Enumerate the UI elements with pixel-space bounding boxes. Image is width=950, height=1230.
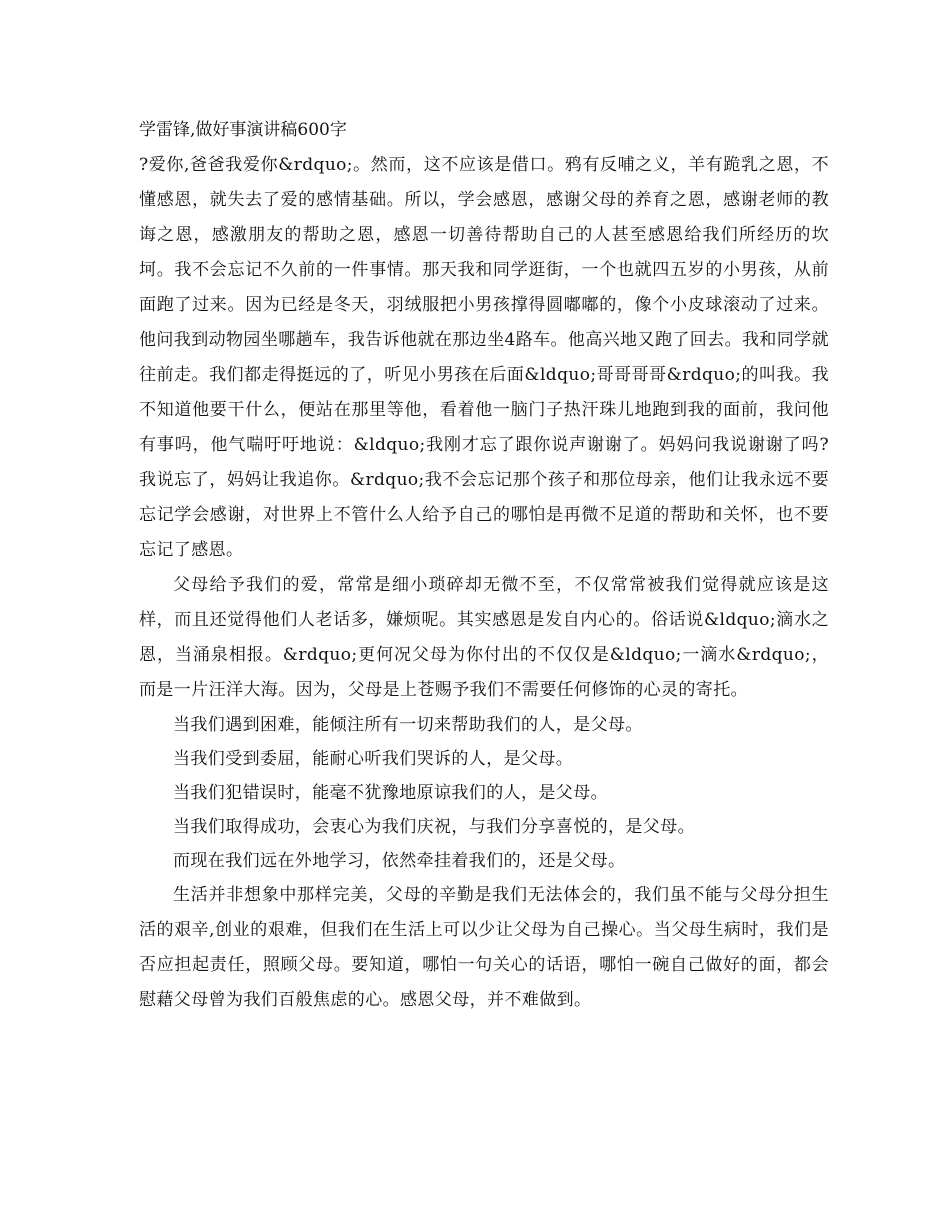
paragraph-2: 父母给予我们的爱，常常是细小琐碎却无微不至，不仅常常被我们觉得就应该是这样，而且还觉得他们人老话多，嫌烦呢。其实感恩是发自内心的。俗话说&ldquo;滴水之恩，当涌泉相报。&rdquo;更何况父母为你付出的不仅仅是&ldquo;一滴水&rdquo;，而是一片汪洋大海。因为，父母是上苍赐予我们不需要任何修饰的心灵的寄托。 (139, 575, 829, 700)
paragraph-8: 生活并非想象中那样完美，父母的辛勤是我们无法体会的，我们虽不能与父母分担生活的艰辛,创业的艰难，但我们在生活上可以少让父母为自己操心。当父母生病时，我们是否应担起责任，照顾父母。要知道，哪怕一句关心的话语，哪怕一碗自己做好的面，都会慰藉父母曾为我们百般焦虑的心。感恩父母，并不难做到。 (139, 885, 829, 1010)
document-body (139, 148, 829, 1018)
paragraph-6: 当我们取得成功，会衷心为我们庆祝，与我们分享喜悦的，是父母。 (173, 817, 695, 837)
paragraph-1: ?爱你,爸爸我爱你&rdquo;。然而，这不应该是借口。鸦有反哺之义，羊有跪乳之恩，不懂感恩，就失去了爱的感情基础。所以，学会感恩，感谢父母的养育之恩，感谢老师的教诲之恩，感激朋友的帮助之恩，感恩一切善待帮助自己的人甚至感恩给我们所经历的坎坷。我不会忘记不久前的一件事情。那天我和同学逛街，一个也就四五岁的小男孩，从前面跑了过来。因为已经是冬天，羽绒服把小男孩撑得圆嘟嘟的，像个小皮球滚动了过来。他问我到动物园坐哪趟车，我告诉他就在那边坐4路车。他高兴地又跑了回去。我和同学就往前走。我们都走得挺远的了，听见小男孩在后面&ldquo;哥哥哥哥&rdquo;的叫我。我不知道他要干什么，便站在那里等他，看着他一脑门子热汗珠儿地跑到我的面前，我问他有事吗，他气喘吁吁地说：&ldquo;我刚才忘了跟你说声谢谢了。妈妈问我说谢谢了吗?我说忘了，妈妈让我追你。&rdquo;我不会忘记那个孩子和那位母亲，他们让我永远不要忘记学会感谢，对世界上不管什么人给予自己的哪怕是再微不足道的帮助和关怀，也不要忘记了感恩。 (139, 155, 829, 560)
paragraph-5: 当我们犯错误时，能毫不犹豫地原谅我们的人，是父母。 (173, 783, 608, 803)
paragraph-4: 当我们受到委屈，能耐心听我们哭诉的人，是父母。 (173, 749, 574, 769)
paragraph-7: 而现在我们远在外地学习，依然牵挂着我们的，还是父母。 (173, 851, 626, 871)
document-title: 学雷锋,做好事演讲稿600字 (139, 120, 347, 140)
paragraph-3: 当我们遇到困难，能倾注所有一切来帮助我们的人，是父母。 (173, 715, 643, 735)
